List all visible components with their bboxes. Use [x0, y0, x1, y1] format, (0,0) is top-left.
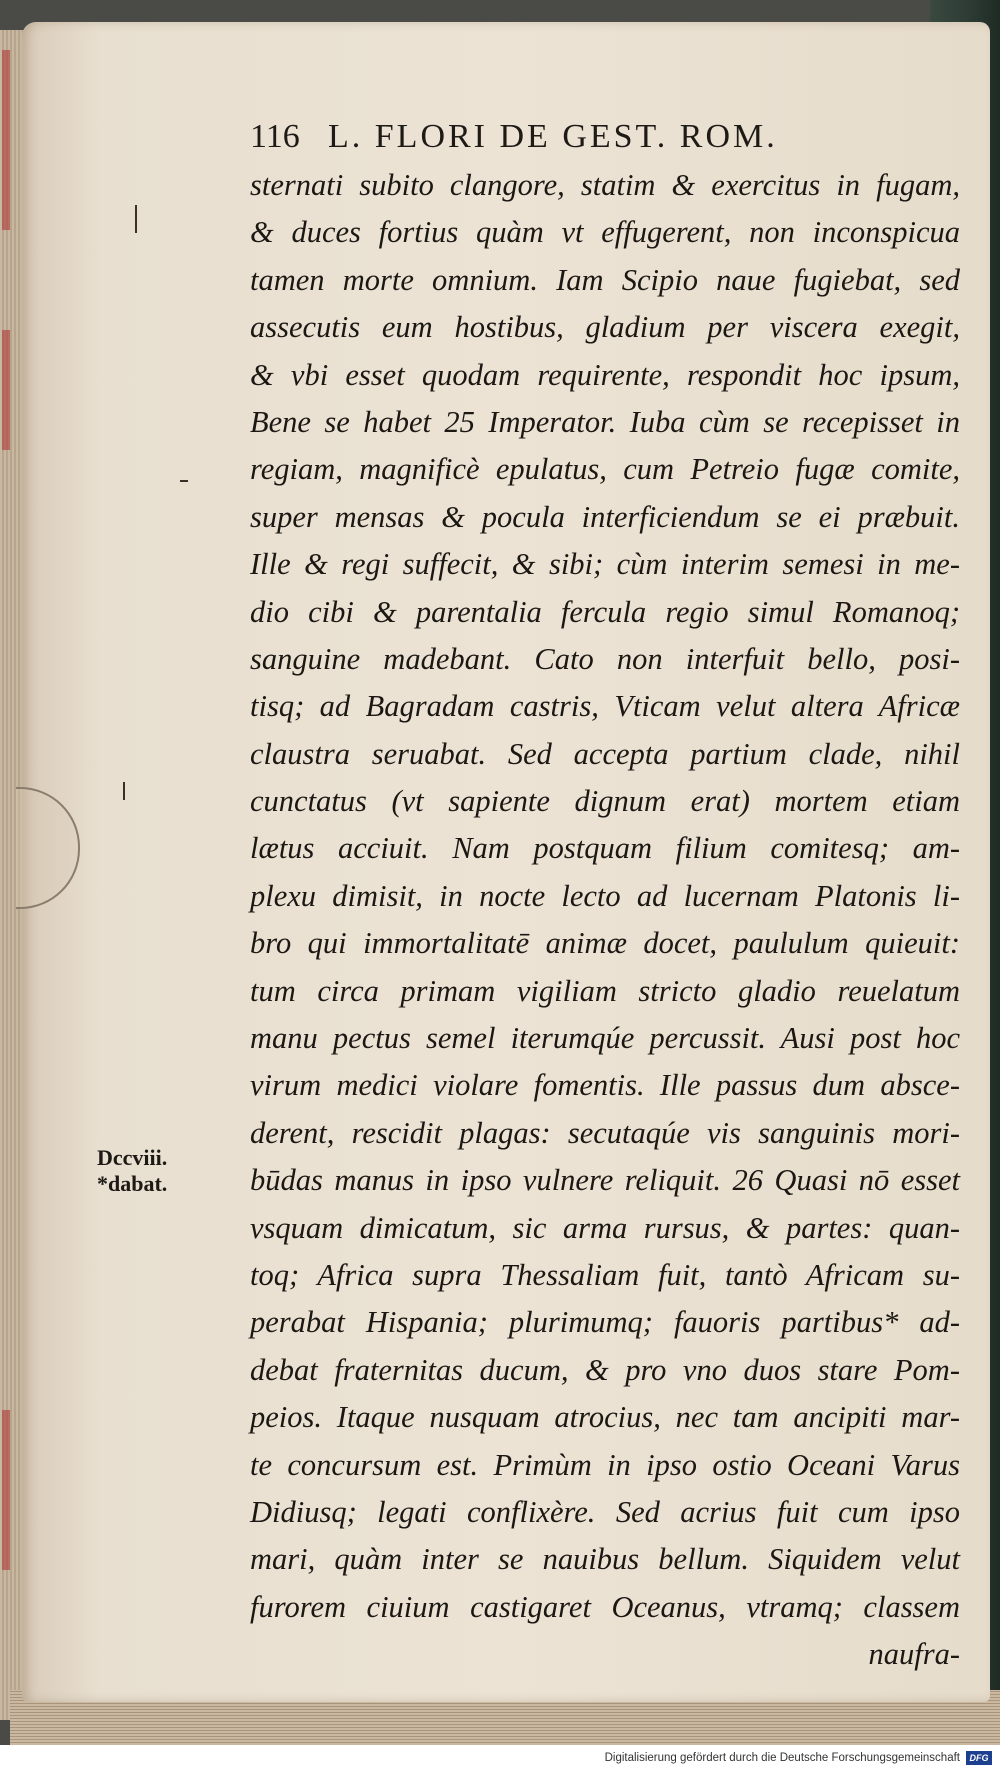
text-line: claustra seruabat. Sed accepta partium clade, nihil — [250, 736, 960, 771]
text-line: derent, rescidit plagas: secutaqúe vis sanguinis mori- — [250, 1115, 960, 1150]
text-line: Bene se habet 25 Imperator. Iuba cùm se recepisset in — [250, 404, 960, 439]
page-number: 116 — [250, 118, 300, 155]
ink-speck — [123, 782, 125, 800]
text-line: lætus acciuit. Nam postquam filium comitesq; am- — [250, 831, 960, 866]
text-line: & vbi esset quodam requirente, respondit hoc ipsum, — [250, 357, 960, 392]
funding-notice: Digitalisierung gefördert durch die Deutsche Forschungsgemeinschaft — [604, 1752, 960, 1764]
margin-note-year: Dccviii. — [97, 1145, 168, 1170]
text-line: tisq; ad Bagradam castris, Vticam velut altera Africæ — [250, 689, 960, 724]
body-text — [250, 162, 960, 1679]
ink-speck — [180, 480, 188, 482]
scan-footer — [0, 1745, 1000, 1771]
text-line: sternati subito clangore, statim & exercitus in fugam, — [250, 168, 960, 202]
text-line: Didiusq; legati conflixère. Sed acrius fuit cum ipso — [250, 1494, 960, 1529]
text-line: tamen morte omnium. Iam Scipio naue fugiebat, sed — [250, 262, 960, 297]
margin-notes — [97, 1145, 167, 1197]
text-line: Ille & regi suffecit, & sibi; cùm interim semesi in me- — [250, 547, 960, 582]
text-line: regiam, magnificè epulatus, cum Petreio fugæ comite, — [250, 452, 960, 487]
text-line: & duces fortius quàm vt effugerent, non inconspicua — [250, 215, 960, 250]
text-line: mari, quàm inter se nauibus bellum. Siquidem velut — [250, 1542, 960, 1577]
text-line: tum circa primam vigiliam stricto gladio reuelatum — [250, 973, 960, 1008]
text-line: peios. Itaque nusquam atrocius, nec tam ancipiti mar- — [250, 1400, 960, 1435]
red-edge-mark — [2, 1410, 10, 1570]
text-line: sanguine madebant. Cato non interfuit bello, posi- — [250, 641, 960, 676]
red-edge-mark — [2, 50, 10, 230]
text-line: vsquam dimicatum, sic arma rursus, & partes: quan- — [250, 1210, 960, 1245]
text-line: furorem ciuium castigaret Oceanus, vtramq; classem — [250, 1589, 960, 1624]
text-line: plexu dimisit, in nocte lecto ad lucernam Platonis li- — [250, 878, 960, 913]
page-clip — [16, 787, 80, 909]
text-line: debat fraternitas ducum, & pro vno duos stare Pom- — [250, 1352, 960, 1387]
text-line: manu pectus semel iterumqúe percussit. Ausi post hoc — [250, 1021, 960, 1056]
dfg-logo: DFG — [966, 1751, 992, 1765]
text-line: super mensas & pocula interficiendum se ei præbuit. — [250, 499, 960, 534]
text-line: perabat Hispania; plurimumq; fauoris partibus* ad- — [250, 1305, 960, 1340]
ink-speck — [135, 205, 137, 233]
catchword: naufra- — [868, 1637, 960, 1672]
text-line: te concursum est. Primùm in ipso ostio Oceani Varus — [250, 1447, 960, 1482]
text-line: bro qui immortalitatē animæ docet, paululum quieuit: — [250, 926, 960, 961]
text-line: dio cibi & parentalia fercula regio simul Romanoq; — [250, 594, 960, 629]
text-line: cunctatus (vt sapiente dignum erat) mortem etiam — [250, 784, 960, 819]
running-header — [250, 118, 870, 158]
text-line: toq; Africa supra Thessaliam fuit, tantò Africam su- — [250, 1257, 960, 1292]
text-line: būdas manus in ipso vulnere reliquit. 26 Quasi nō esset — [250, 1163, 960, 1198]
red-edge-mark — [2, 330, 10, 450]
text-line: assecutis eum hostibus, gladium per viscera exegit, — [250, 310, 960, 345]
margin-note-variant: *dabat. — [97, 1171, 168, 1196]
running-title: L. FLORI DE GEST. ROM. — [328, 118, 778, 155]
text-line: virum medici violare fomentis. Ille passus dum absce- — [250, 1068, 960, 1103]
